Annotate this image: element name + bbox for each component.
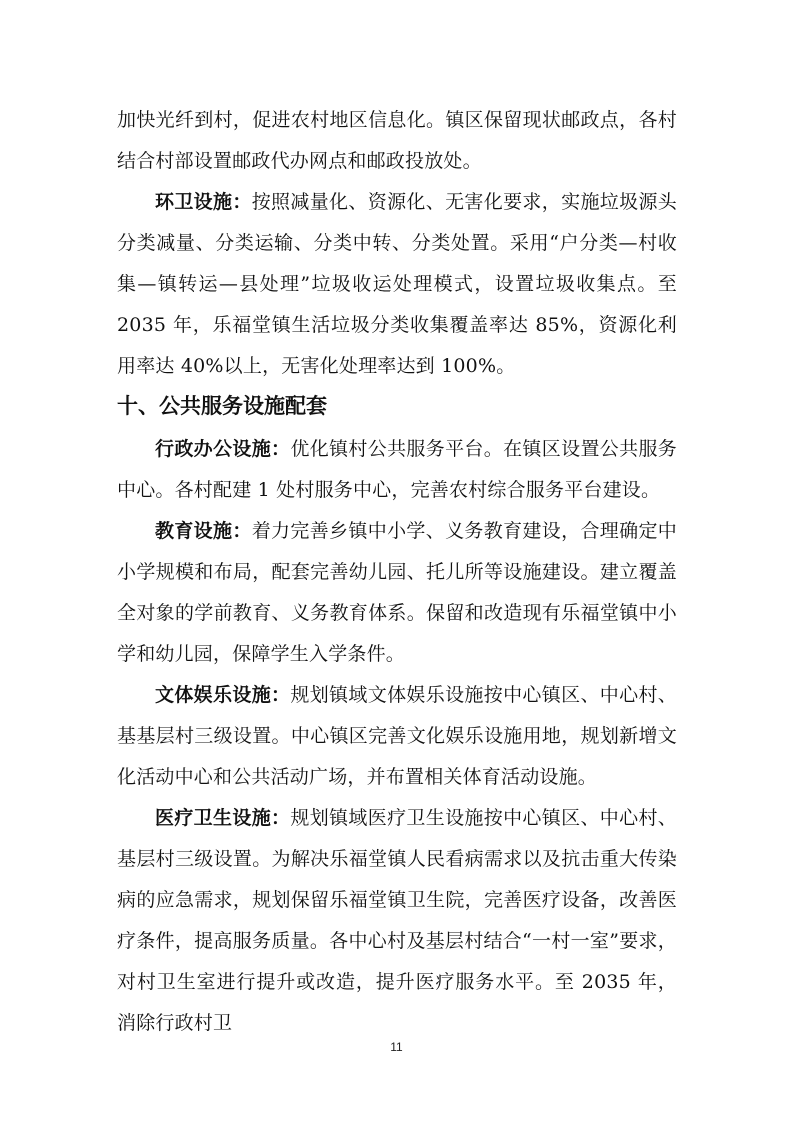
paragraph-fiber-postal: [117, 100, 677, 182]
page-number: 11: [390, 1040, 403, 1054]
paragraph-text: 按照减量化、资源化、无害化要求，实施垃圾源头分类减量、分类运输、分类中转、分类处置。采用“户分类—村收集—镇转运—县处理”垃圾收运处理模式，设置垃圾收集点。至 2035 年，乐福堂镇生活垃圾分类收集覆盖率达 85%，资源化利用率达 40%以上，无害化处理率达到 100%。: [117, 191, 677, 377]
paragraph-education: [117, 511, 677, 675]
paragraph-lead: 行政办公设施：: [155, 438, 291, 460]
paragraph-culture-sports: [117, 675, 677, 798]
paragraph-text: 加快光纤到村，促进农村地区信息化。镇区保留现状邮政点，各村结合村部设置邮政代办网点和邮政投放处。: [117, 109, 677, 172]
paragraph-lead: 医疗卫生设施：: [155, 807, 291, 829]
paragraph-sanitation: [117, 182, 677, 387]
paragraph-lead: 教育设施：: [155, 520, 252, 542]
paragraph-administrative: [117, 429, 677, 511]
paragraph-text: 着力完善乡镇中小学、义务教育建设，合理确定中小学规模和布局，配套完善幼儿园、托儿所等设施建设。建立覆盖全对象的学前教育、义务教育体系。保留和改造现有乐福堂镇中小学和幼儿园，保障学生入学条件。: [117, 520, 677, 665]
paragraph-text: 优化镇村公共服务平台。在镇区设置公共服务中心。各村配建 1 处村服务中心，完善农村综合服务平台建设。: [117, 438, 677, 501]
paragraph-text: 规划镇域文体娱乐设施按中心镇区、中心村、基基层村三级设置。中心镇区完善文化娱乐设施用地，规划新增文化活动中心和公共活动广场，并布置相关体育活动设施。: [117, 684, 677, 788]
paragraph-lead: 文体娱乐设施：: [155, 684, 291, 706]
paragraph-medical: [117, 798, 677, 1044]
paragraph-lead: 环卫设施：: [155, 191, 252, 213]
section-heading: 十、公共服务设施配套: [117, 394, 327, 418]
paragraph-text: 规划镇域医疗卫生设施按中心镇区、中心村、基层村三级设置。为解决乐福堂镇人民看病需求以及抗击重大传染病的应急需求，规划保留乐福堂镇卫生院，完善医疗设备，改善医疗条件，提高服务质量。各中心村及基层村结合“一村一室”要求，对村卫生室进行提升或改造，提升医疗服务水平。至 2035 年，消除行政村卫: [117, 807, 677, 1034]
